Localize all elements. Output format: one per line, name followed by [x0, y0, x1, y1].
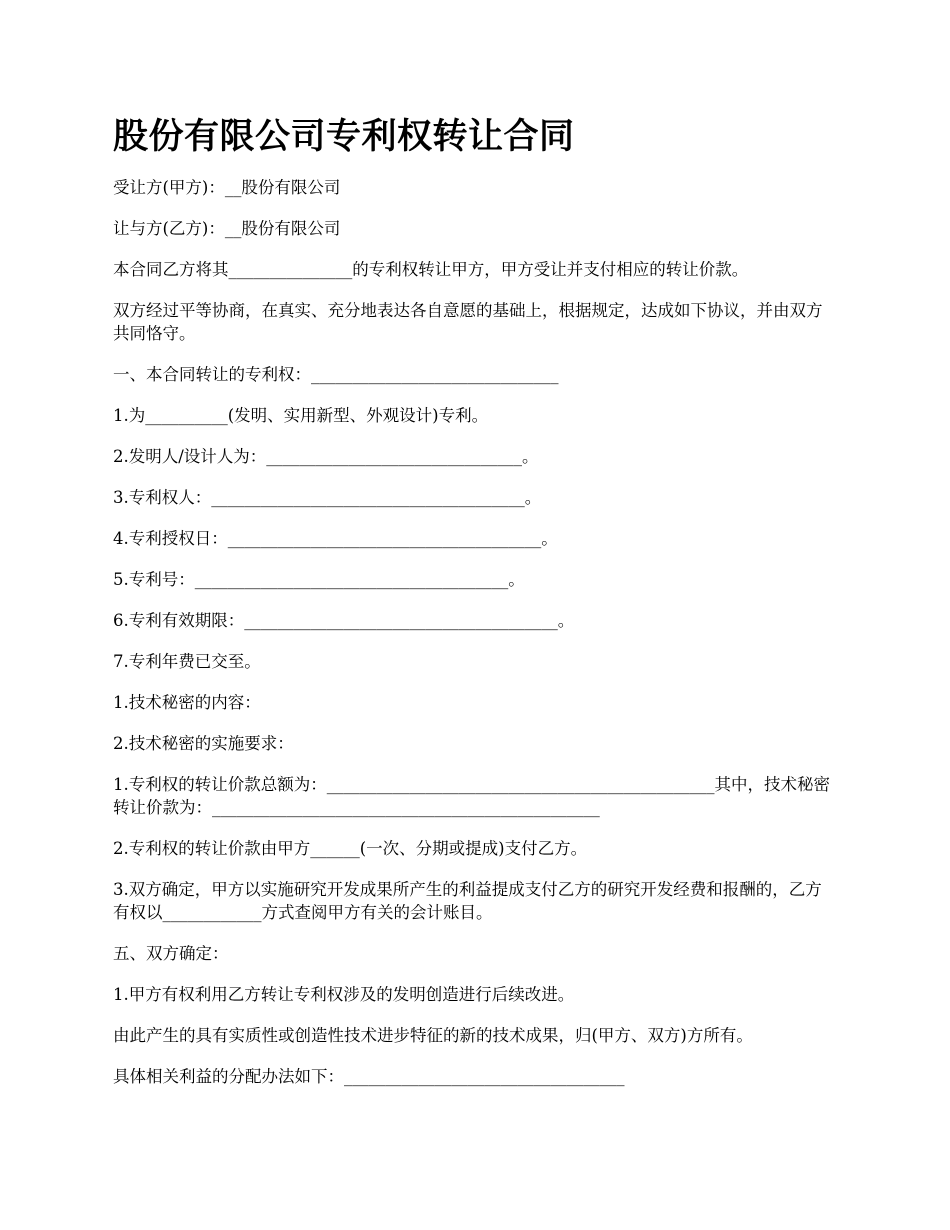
- agreement-preamble: 双方经过平等协商，在真实、充分地表达各自意愿的基础上，根据规定，达成如下协议，并由双方共同恪守。: [113, 301, 823, 343]
- patent-type-clause: 1.为__________(发明、实用新型、外观设计)专利。: [113, 406, 489, 425]
- total-price-clause: 1.专利权的转让价款总额为：_______________________________________________其中，技术秘密转让价款为：_______________________________________________: [113, 775, 830, 817]
- royalty-audit-clause: 3.双方确定，甲方以实施研究开发成果所产生的利益提成支付乙方的研究开发经费和报酬的，乙方有权以____________方式查阅甲方有关的会计账目。: [113, 880, 822, 922]
- payment-method-clause: 2.专利权的转让价款由甲方______(一次、分期或提成)支付乙方。: [113, 839, 588, 858]
- contract-page: [113, 112, 835, 1106]
- improvement-rights-clause: 1.甲方有权利用乙方转让专利权涉及的发明创造进行后续改进。: [113, 985, 575, 1004]
- benefit-distribution-clause: 具体相关利益的分配办法如下：__________________________________: [113, 1067, 625, 1086]
- section-mutual-agreement: 五、双方确定：: [113, 944, 229, 963]
- trade-secret-content-clause: 1.技术秘密的内容：: [113, 693, 261, 712]
- annual-fee-clause: 7.专利年费已交至。: [113, 652, 261, 671]
- grant-date-clause: 4.专利授权日：______________________________________。: [113, 529, 558, 548]
- trade-secret-requirements-clause: 2.技术秘密的实施要求：: [113, 734, 294, 753]
- party-b-line: 让与方(乙方)：__股份有限公司: [113, 219, 341, 238]
- section-patent-transferred: 一、本合同转让的专利权：______________________________: [113, 365, 559, 384]
- new-results-ownership-clause: 由此产生的具有实质性或创造性技术进步特征的新的技术成果，归(甲方、双方)方所有。: [113, 1026, 753, 1045]
- document-title: 股份有限公司专利权转让合同: [113, 117, 575, 157]
- party-a-line: 受让方(甲方)：__股份有限公司: [113, 178, 341, 197]
- validity-period-clause: 6.专利有效期限：______________________________________。: [113, 611, 575, 630]
- patent-number-clause: 5.专利号：______________________________________。: [113, 570, 525, 589]
- patentee-clause: 3.专利权人：______________________________________。: [113, 488, 542, 507]
- inventor-clause: 2.发明人/设计人为：_______________________________。: [113, 447, 539, 466]
- transfer-statement: 本合同乙方将其_______________的专利权转让甲方，甲方受让并支付相应的转让价款。: [113, 260, 749, 279]
